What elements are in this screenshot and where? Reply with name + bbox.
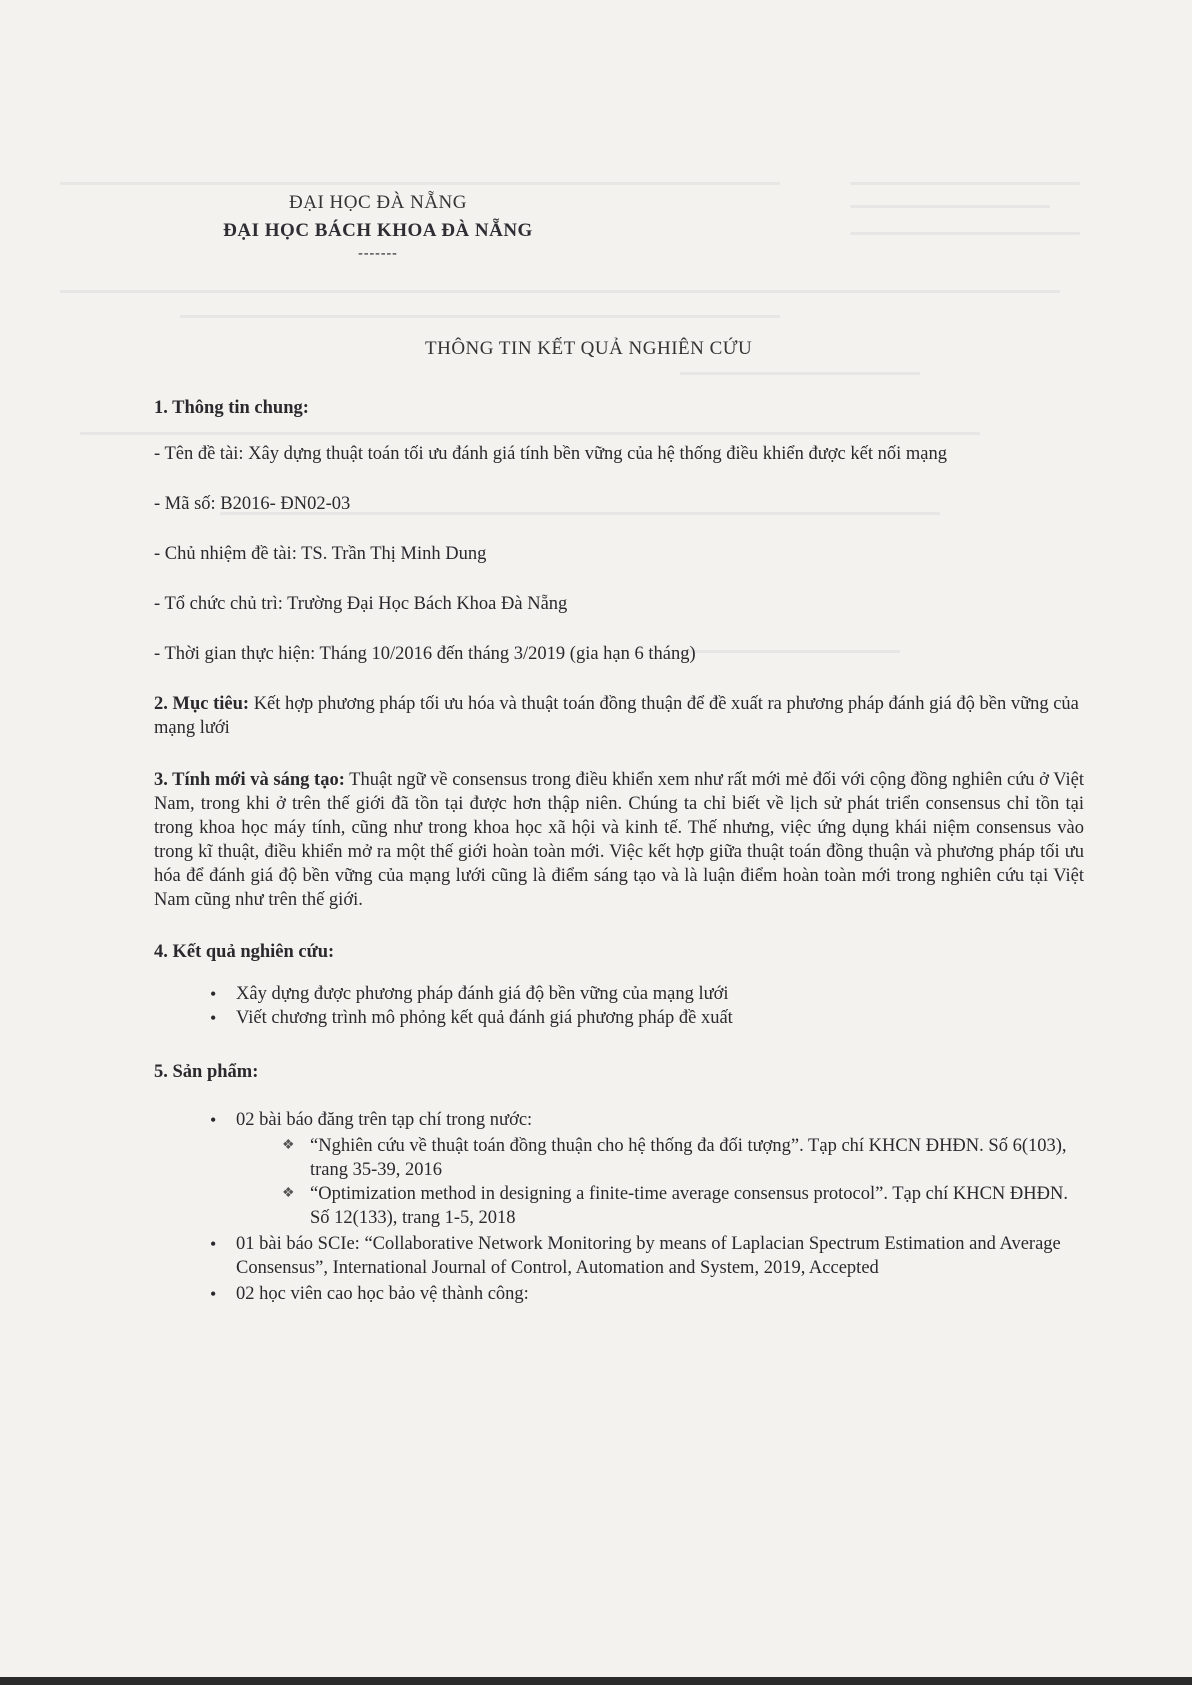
section-3-text: Thuật ngữ về consensus trong điều khiển xem như rất mới mẻ đối với cộng đồng nghiên cứu ở Việt Nam, trong khi ở trên thế giới đã tồn tại được hơn thập niên. Chúng ta chỉ biết về lịch sử phát triển consensus chỉ tồn tại trong khoa học máy tính, cũng như trong khoa học xã hội và kinh tế. Thế nhưng, việc ứng dụng khái niệm consensus vào trong kĩ thuật, điều khiển mở ra một thế giới hoàn toàn mới. Việc kết hợp giữa thuật toán đồng thuận và phương pháp tối ưu hóa để đánh giá độ bền vững của mạng lưới cũng là điểm sáng tạo và là luận điểm hoàn toàn mới trong nghiên cứu tại Việt Nam cũng như trên thế giới.	[154, 770, 1084, 910]
period-field: - Thời gian thực hiện: Tháng 10/2016 đến tháng 3/2019 (gia hạn 6 tháng)	[154, 644, 696, 664]
section-3-heading: 3. Tính mới và sáng tạo:	[154, 770, 345, 790]
host-field: - Tổ chức chủ trì: Trường Đại Học Bách Khoa Đà Nẵng	[154, 594, 568, 614]
bleed-through-line	[60, 182, 780, 185]
results-list	[154, 982, 1084, 1030]
bleed-through-line	[850, 232, 1080, 235]
list-item: • 01 bài báo SCIe: “Collaborative Network Monitoring by means of Laplacian Spectrum Estimation and Average Consensus”, International Journal of Control, Automation and System, 2019, Accepted	[210, 1232, 1084, 1280]
header-rule: -------	[358, 246, 398, 261]
document-body	[154, 396, 1084, 1308]
section-3	[154, 768, 1084, 912]
school-name: ĐẠI HỌC BÁCH KHOA ĐÀ NẴNG	[223, 220, 533, 241]
products-list	[154, 1108, 1084, 1306]
journal-item: ❖ “Nghiên cứu về thuật toán đồng thuận cho hệ thống đa đối tượng”. Tạp chí KHCN ĐHĐN. Số 6(103), trang 35-39, 2016	[282, 1134, 1084, 1182]
topic-field: - Tên đề tài: Xây dựng thuật toán tối ưu đánh giá tính bền vững của hệ thống điều khiển được kết nối mạng	[154, 444, 947, 464]
scan-bottom-edge	[0, 1677, 1192, 1685]
journals-intro: 02 bài báo đăng trên tạp chí trong nước:	[236, 1110, 533, 1130]
section-4-heading: 4. Kết quả nghiên cứu:	[154, 942, 335, 962]
section-1-heading: 1. Thông tin chung:	[154, 398, 309, 418]
code-field: - Mã số: B2016- ĐN02-03	[154, 494, 351, 514]
list-item: • 02 học viên cao học bảo vệ thành công:	[210, 1282, 1084, 1306]
bleed-through-line	[850, 182, 1080, 185]
bleed-through-line	[850, 205, 1050, 208]
bleed-through-line	[180, 315, 780, 318]
list-item: • Viết chương trình mô phỏng kết quả đánh giá phương pháp đề xuất	[210, 1006, 1084, 1030]
lead-field: - Chủ nhiệm đề tài: TS. Trần Thị Minh Dung	[154, 544, 487, 564]
letterhead	[178, 192, 578, 262]
bleed-through-line	[60, 290, 1060, 293]
list-item	[210, 1108, 1084, 1230]
university-name: ĐẠI HỌC ĐÀ NẴNG	[289, 192, 467, 213]
document-title: THÔNG TIN KẾT QUẢ NGHIÊN CỨU	[425, 338, 753, 359]
list-item: • Xây dựng được phương pháp đánh giá độ bền vững của mạng lưới	[210, 982, 1084, 1006]
journal-list	[236, 1134, 1084, 1230]
section-2-heading: 2. Mục tiêu:	[154, 694, 250, 714]
section-2-text: Kết hợp phương pháp tối ưu hóa và thuật toán đồng thuận để đề xuất ra phương pháp đánh giá độ bền vững của mạng lưới	[154, 694, 1079, 738]
section-2	[154, 692, 1084, 740]
journal-item: ❖ “Optimization method in designing a finite-time average consensus protocol”. Tạp chí KHCN ĐHĐN. Số 12(133), trang 1-5, 2018	[282, 1182, 1084, 1230]
bleed-through-line	[680, 372, 920, 375]
section-5-heading: 5. Sản phẩm:	[154, 1062, 259, 1082]
